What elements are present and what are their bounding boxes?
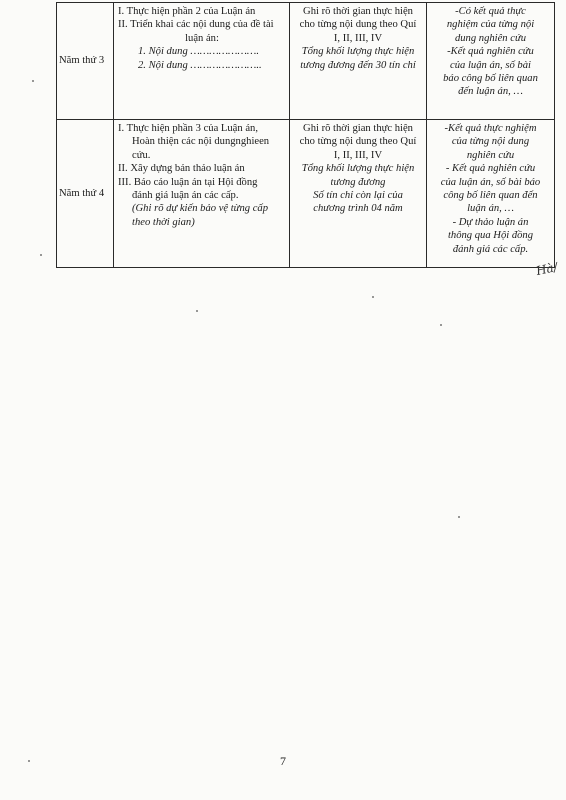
result-line: luận án, … (467, 203, 514, 215)
content-cell (114, 3, 290, 120)
result-line: nghiệm của từng nội (446, 19, 535, 31)
content-line: Hoàn thiện các nội dungnghieen (132, 136, 270, 148)
result-line: - Kết quả nghiên cứu (445, 163, 536, 175)
year-cell: Năm thứ 4 (57, 120, 114, 268)
content-cell (114, 120, 290, 268)
content-line: cứu. (132, 149, 151, 161)
result-cell (427, 120, 555, 268)
result-line: -Có kết quả thực (455, 6, 526, 17)
time-line: tương đương (330, 176, 386, 188)
time-line: Ghi rõ thời gian thực hiện (303, 123, 413, 134)
content-line: III. Báo cáo luận án tại Hội đồng (118, 176, 258, 188)
time-line: I, II, III, IV (333, 32, 383, 44)
time-line: cho từng nội dung theo Quí (299, 136, 417, 148)
time-line: I, II, III, IV (333, 149, 383, 161)
time-line: Ghi rõ thời gian thực hiện (303, 6, 413, 17)
time-line: tương đương đến 30 tín chỉ (300, 59, 416, 71)
time-cell (290, 3, 427, 120)
result-line: báo công bố liên quan (443, 73, 538, 85)
year-cell: Năm thứ 3 (57, 3, 114, 120)
content-line: I. Thực hiện phần 3 của Luận án, (118, 123, 258, 134)
result-line: đến luận án, … (458, 86, 523, 98)
time-line: cho từng nội dung theo Quí (299, 19, 417, 31)
result-cell (427, 3, 555, 120)
table-row (57, 120, 555, 268)
time-line: Tổng khối lượng thực hiện (301, 163, 415, 175)
content-item: 2. Nội dung ………………….. (138, 59, 262, 71)
content-line: đánh giá luận án các cấp. (132, 190, 239, 202)
result-line: của luận án, số bài báo (440, 176, 541, 188)
content-item: 1. Nội dung …………………. (138, 46, 259, 58)
result-line: -Kết quả thực nghiệm (444, 123, 537, 134)
time-cell (290, 120, 427, 268)
result-line: đánh giá các cấp. (452, 243, 529, 255)
handwritten-signature: Hà/ (534, 259, 559, 279)
result-line: công bố liên quan đến (443, 190, 538, 202)
table-row (57, 3, 555, 120)
result-line: - Dự thảo luận án (452, 216, 529, 228)
result-line: nghiên cứu (466, 149, 515, 161)
content-line: II. Triển khai các nội dung của đề tài (118, 19, 274, 31)
content-note: (Ghi rõ dự kiến bảo vệ từng cấp (132, 203, 269, 215)
scan-speck (372, 296, 374, 298)
time-line: Số tín chỉ còn lại của (313, 190, 403, 202)
result-line: thông qua Hội đồng (447, 230, 534, 242)
result-line: của luận án, số bài (450, 59, 531, 71)
scan-speck (40, 254, 42, 256)
scan-speck (440, 324, 442, 326)
study-plan-table (56, 2, 555, 268)
content-note: theo thời gian) (132, 216, 195, 228)
content-line: I. Thực hiện phần 2 của Luận án (118, 6, 256, 17)
scan-speck (196, 310, 198, 312)
scan-speck (32, 80, 34, 82)
content-line: luận án: (185, 32, 219, 44)
page-number: 7 (280, 754, 286, 768)
scan-speck (458, 516, 460, 518)
time-line: chương trình 04 năm (313, 203, 403, 215)
content-line: II. Xây dựng bản thảo luận án (118, 163, 245, 175)
time-line: Tổng khối lượng thực hiện (301, 46, 415, 58)
result-line: -Kết quả nghiên cứu (447, 46, 534, 58)
result-line: dung nghiên cứu (454, 32, 527, 44)
scan-speck (28, 760, 30, 762)
result-line: của từng nội dung (451, 136, 530, 148)
